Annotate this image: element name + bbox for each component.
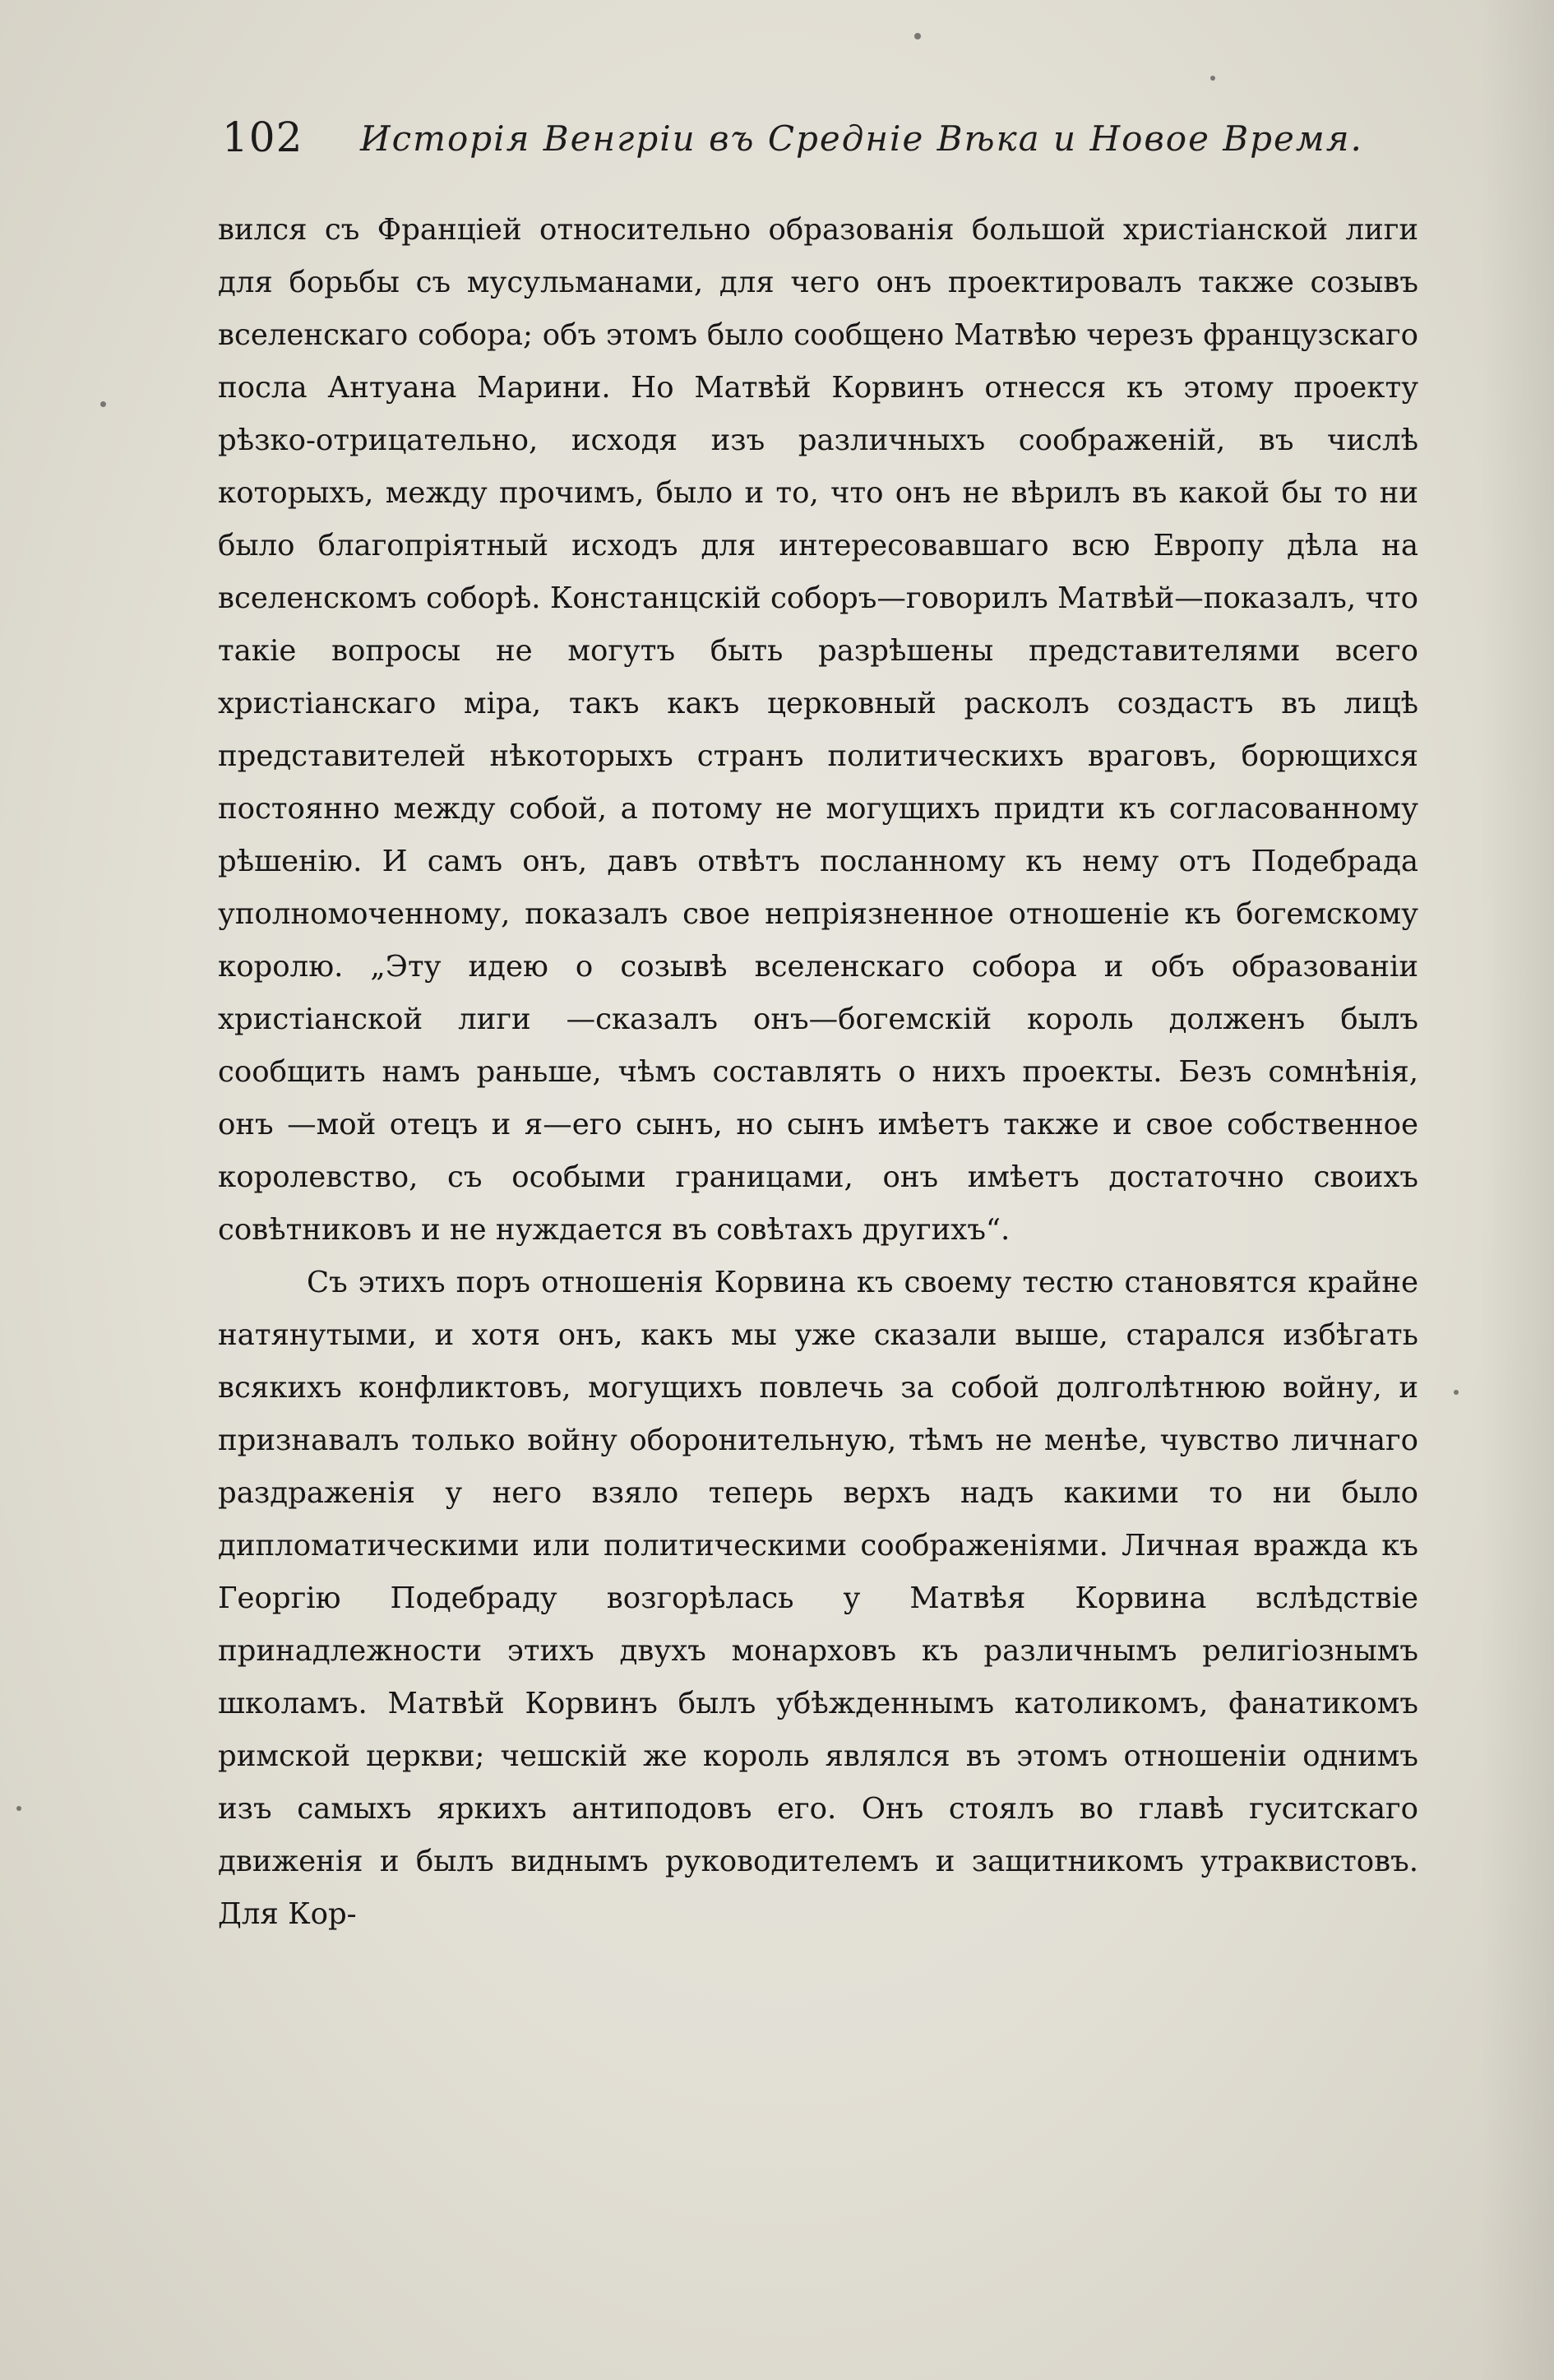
page-edge-shadow bbox=[1480, 0, 1554, 2380]
print-speck bbox=[16, 1806, 21, 1811]
running-title: Исторія Венгріи въ Средніе Вѣка и Новое Время. bbox=[360, 118, 1363, 159]
running-header bbox=[222, 113, 1439, 171]
print-speck bbox=[1454, 1390, 1459, 1395]
body-text bbox=[218, 204, 1418, 1941]
page-number: 102 bbox=[222, 113, 303, 161]
paragraph-2: Съ этихъ поръ отношенія Корвина къ своему тестю становятся крайне натянутыми, и хотя онъ, какъ мы уже сказали выше, старался избѣгать всякихъ конфликтовъ, могущихъ повлечь за собой долголѣтнюю войну, и признавалъ только войну оборонительную, тѣмъ не менѣе, чувство личнаго раздраженія у него взяло теперь верхъ надъ какими то ни было дипломатическими или политическими соображеніями. Личная вражда къ Георгію Подебраду возгорѣлась у Матвѣя Корвина вслѣдствіе принадлежности этихъ двухъ монарховъ къ различнымъ религіознымъ школамъ. Матвѣй Корвинъ былъ убѣжденнымъ католикомъ, фанатикомъ римской церкви; чешскій же король являлся въ этомъ отношеніи однимъ изъ самыхъ яркихъ антиподовъ его. Онъ стоялъ во главѣ гуситскаго движенія и былъ виднымъ руководителемъ и защитникомъ утраквистовъ. Для Кор- bbox=[218, 1266, 1418, 1931]
print-speck bbox=[100, 401, 106, 407]
paragraph-1: вился съ Франціей относительно образованія большой христіанской лиги для борьбы съ мусульманами, для чего онъ проектировалъ также созывъ вселенскаго собора; объ этомъ было сообщено Матвѣю черезъ французскаго посла Антуана Марини. Но Матвѣй Корвинъ отнесся къ этому проекту рѣзко-отрицательно, исходя изъ различныхъ соображеній, въ числѣ которыхъ, между прочимъ, было и то, что онъ не вѣрилъ въ какой бы то ни было благопріятный исходъ для интересовавшаго всю Европу дѣла на вселенскомъ соборѣ. Констанцскій соборъ—говорилъ Матвѣй—показалъ, что такіе вопросы не могутъ быть разрѣшены представителями всего христіанскаго міра, такъ какъ церковный расколъ создастъ въ лицѣ представителей нѣкоторыхъ странъ политическихъ враговъ, борющихся постоянно между собой, а потому не могущихъ придти къ согласованному рѣшенію. И самъ онъ, давъ отвѣтъ посланному къ нему отъ Подебрада уполномоченному, показалъ свое непріязненное отношеніе къ богемскому королю. „Эту идею о созывѣ вселенскаго собора и объ образованіи христіанской лиги —сказалъ онъ—богемскій король долженъ былъ сообщить намъ раньше, чѣмъ составлять о нихъ проекты. Безъ сомнѣнія, онъ —мой отецъ и я—его сынъ, но сынъ имѣетъ также и свое собственное королевство, съ особыми границами, онъ имѣетъ достаточно своихъ совѣтниковъ и не нуждается въ совѣтахъ другихъ“. bbox=[218, 213, 1418, 1247]
print-speck bbox=[914, 33, 921, 39]
print-speck bbox=[1210, 76, 1215, 81]
